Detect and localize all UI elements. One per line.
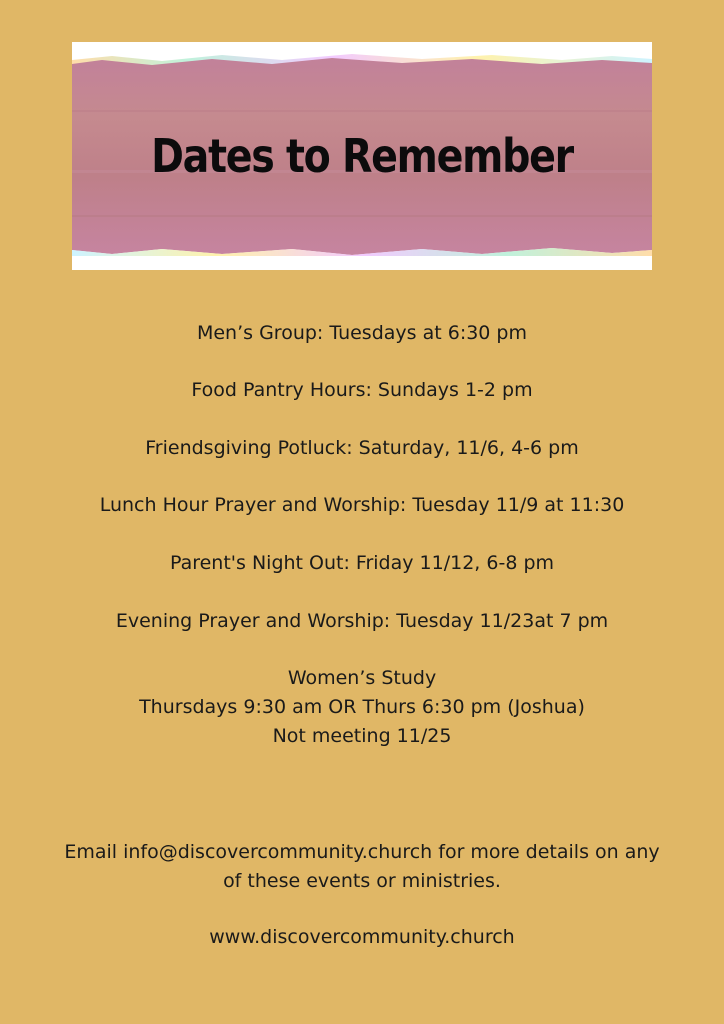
event-mens-group: Men’s Group: Tuesdays at 6:30 pm xyxy=(196,322,528,344)
contact-line-2: of these events or ministries. xyxy=(223,870,501,892)
contact-block xyxy=(0,838,724,896)
womens-study-block xyxy=(0,664,724,751)
womens-study-note: Not meeting 11/25 xyxy=(272,725,452,747)
title-banner xyxy=(72,42,652,270)
page-title: Dates to Remember xyxy=(151,129,573,183)
event-evening-prayer: Evening Prayer and Worship: Tuesday 11/23at 7 pm xyxy=(115,610,609,632)
contact-line-1: Email info@discovercommunity.church for more details on any xyxy=(64,841,660,863)
womens-study-schedule: Thursdays 9:30 am OR Thurs 6:30 pm (Joshua) xyxy=(139,696,585,718)
event-parents-night: Parent's Night Out: Friday 11/12, 6-8 pm xyxy=(169,552,555,574)
event-food-pantry: Food Pantry Hours: Sundays 1-2 pm xyxy=(191,379,533,401)
website-link[interactable]: www.discovercommunity.church xyxy=(209,926,515,948)
womens-study-title: Women’s Study xyxy=(287,667,437,689)
event-friendsgiving: Friendsgiving Potluck: Saturday, 11/6, 4-6 pm xyxy=(145,437,579,459)
event-lunch-prayer: Lunch Hour Prayer and Worship: Tuesday 11/9 at 11:30 xyxy=(99,494,625,516)
